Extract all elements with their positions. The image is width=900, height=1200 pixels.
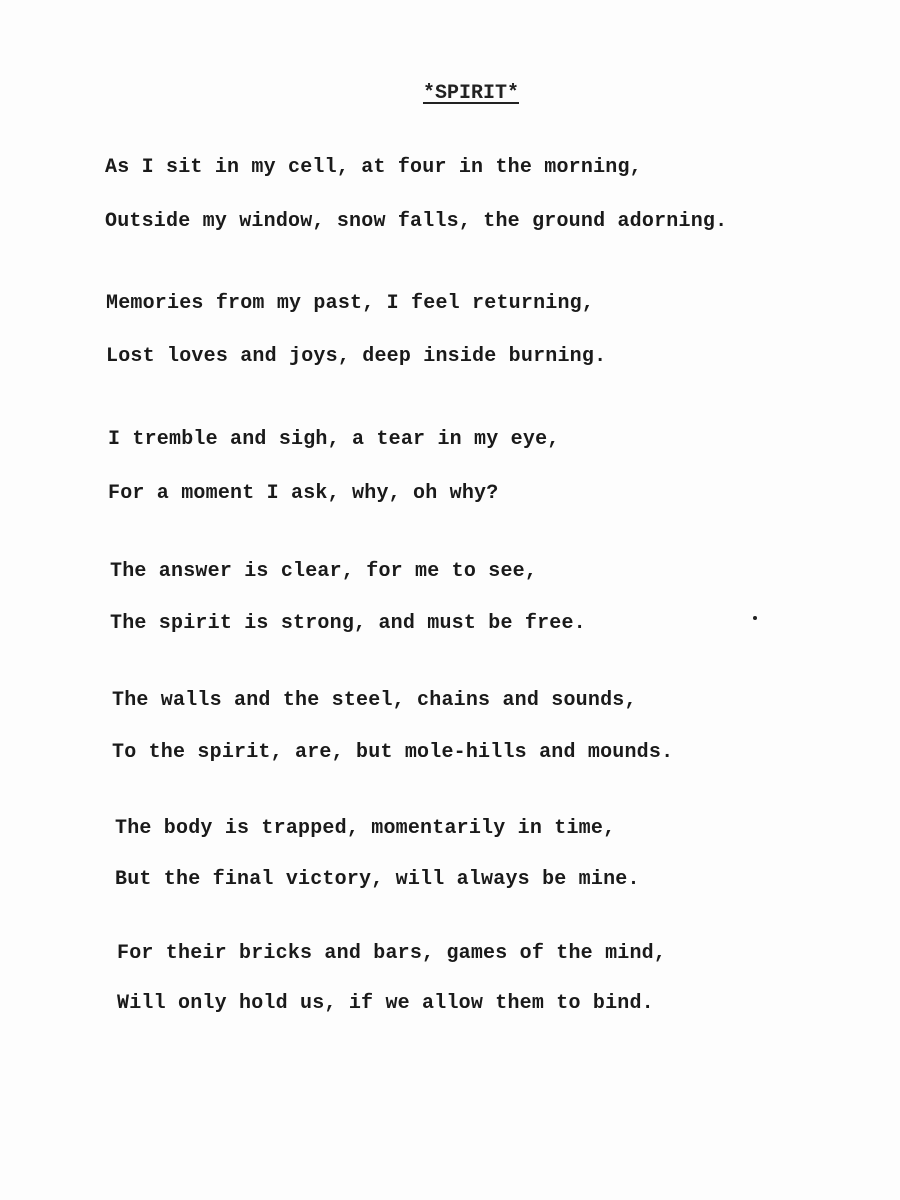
poem-line: The walls and the steel, chains and sounds,	[112, 689, 637, 712]
poem-line: Will only hold us, if we allow them to bind.	[117, 992, 654, 1015]
poem-title-text: *SPIRIT*	[422, 82, 519, 105]
poem-line: As I sit in my cell, at four in the morning,	[105, 156, 642, 179]
poem-line: But the final victory, will always be mine.	[115, 868, 640, 891]
poem-line: For their bricks and bars, games of the mind,	[117, 942, 667, 965]
poem-line: Memories from my past, I feel returning,	[106, 292, 595, 315]
ink-speck	[753, 616, 757, 620]
poem-line: I tremble and sigh, a tear in my eye,	[108, 428, 560, 451]
poem-line: To the spirit, are, but mole-hills and mounds.	[112, 741, 674, 764]
poem-line: Lost loves and joys, deep inside burning.	[106, 345, 607, 368]
poem-line: The body is trapped, momentarily in time,	[115, 817, 616, 840]
poem-line: The answer is clear, for me to see,	[110, 560, 538, 583]
poem-line: The spirit is strong, and must be free.	[110, 612, 586, 635]
poem-line: For a moment I ask, why, oh why?	[108, 482, 499, 505]
poem-line: Outside my window, snow falls, the ground adorning.	[105, 210, 728, 233]
poem-title	[0, 82, 900, 105]
